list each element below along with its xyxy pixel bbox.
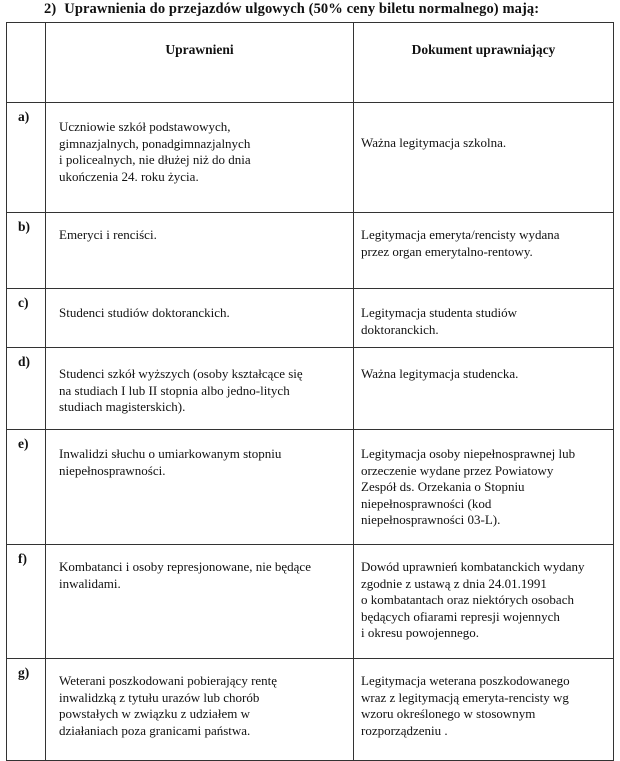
header-cell-document: Dokument uprawniający: [354, 23, 614, 103]
document-cell: [354, 213, 614, 289]
entitled-text: Weterani poszkodowani pobierający rentę inwalidzką z tytułu urazów lub chorób powstałych w związku z udziałem w działaniach poza granicami państwa.: [59, 673, 278, 738]
table-row: [7, 348, 614, 430]
header-cell-entitled: Uprawnieni: [46, 23, 354, 103]
row-letter-cell: [7, 213, 46, 289]
entitled-text: Inwalidzi słuchu o umiarkowanym stopniu niepełnosprawności.: [59, 446, 282, 478]
entitled-cell: [46, 545, 354, 659]
entitled-cell: [46, 289, 354, 348]
entitlements-table: [6, 22, 614, 761]
document-text: Legitymacja emeryta/rencisty wydana przez organ emerytalno-rentowy.: [361, 227, 560, 259]
document-text: Ważna legitymacja studencka.: [361, 366, 519, 381]
row-letter: g): [18, 665, 30, 680]
document-text: Dowód uprawnień kombatanckich wydany zgodnie z ustawą z dnia 24.01.1991 o kombatantach oraz niektórych osobach będących ofiarami represji wojennych i okresu powojennego.: [361, 559, 585, 640]
section-heading: [44, 1, 539, 18]
table-row: [7, 103, 614, 213]
entitled-cell: [46, 103, 354, 213]
document-text: Legitymacja studenta studiów doktoranckich.: [361, 305, 517, 337]
table-row: [7, 289, 614, 348]
row-letter-cell: [7, 545, 46, 659]
row-letter: c): [18, 295, 29, 310]
row-letter-cell: [7, 430, 46, 545]
document-cell: [354, 430, 614, 545]
document-text: Ważna legitymacja szkolna.: [361, 135, 507, 150]
table-header-row: [7, 23, 614, 103]
document-text: Legitymacja osoby niepełnosprawnej lub orzeczenie wydane przez Powiatowy Zespół ds. Orzekania o Stopniu niepełnosprawności (kod niepełnosprawności 03-L).: [361, 446, 576, 527]
document-cell: [354, 659, 614, 761]
row-letter-cell: [7, 348, 46, 430]
entitled-text: Kombatanci i osoby represjonowane, nie będące inwalidami.: [59, 559, 311, 591]
row-letter-cell: [7, 289, 46, 348]
row-letter: f): [18, 551, 27, 566]
document-text: Legitymacja weterana poszkodowanego wraz z legitymacją emeryta-rencisty wg wzoru określonego w stosownym rozporządzeniu .: [361, 673, 570, 738]
row-letter-cell: [7, 103, 46, 213]
entitled-text: Uczniowie szkół podstawowych, gimnazjalnych, ponadgimnazjalnych i policealnych, nie dłużej niż do dnia ukończenia 24. roku życia.: [59, 119, 251, 184]
row-letter: b): [18, 219, 31, 234]
row-letter-cell: [7, 659, 46, 761]
entitled-text: Studenci studiów doktoranckich.: [59, 305, 230, 320]
document-cell: [354, 348, 614, 430]
document-cell: [354, 103, 614, 213]
entitled-cell: [46, 213, 354, 289]
row-letter: e): [18, 436, 29, 451]
row-letter: a): [18, 109, 30, 124]
header-cell-letter: [7, 23, 46, 103]
document-cell: [354, 289, 614, 348]
section-number: 2): [44, 1, 57, 17]
table-row: [7, 545, 614, 659]
row-letter: d): [18, 354, 31, 369]
section-title: Uprawnienia do przejazdów ulgowych (50% ceny biletu normalnego) mają:: [64, 1, 540, 17]
entitled-cell: [46, 348, 354, 430]
entitled-cell: [46, 659, 354, 761]
table-row: [7, 430, 614, 545]
entitled-cell: [46, 430, 354, 545]
document-cell: [354, 545, 614, 659]
entitled-text: Emeryci i renciści.: [59, 227, 157, 242]
table-row: [7, 213, 614, 289]
table-row: [7, 659, 614, 761]
entitled-text: Studenci szkół wyższych (osoby kształcące się na studiach I lub II stopnia albo jedno-litych studiach magisterskich).: [59, 366, 303, 414]
